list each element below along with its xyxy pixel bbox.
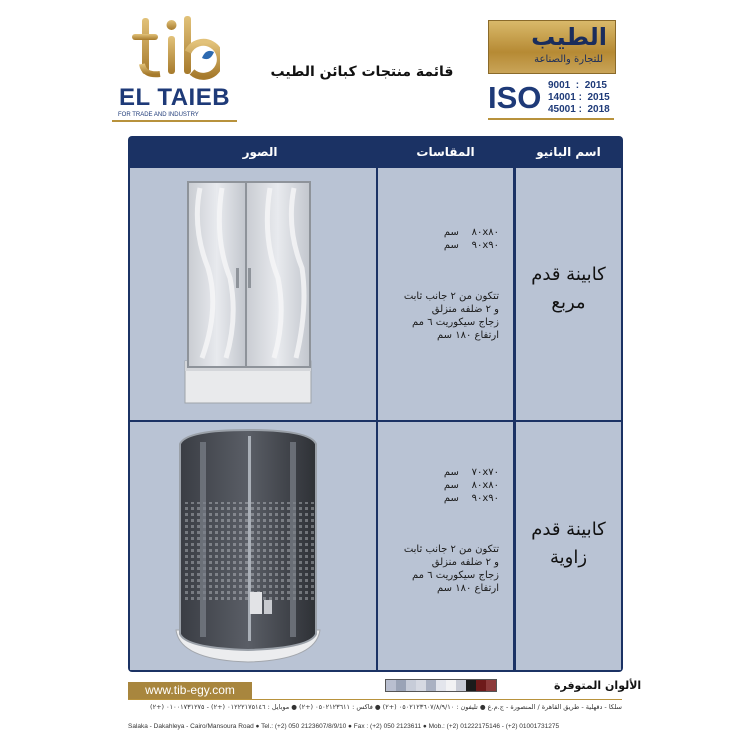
color-swatch [406, 680, 416, 691]
size-item: ٩٠x٩٠ سم [443, 240, 499, 251]
brand-name: EL TAIEB [118, 84, 231, 111]
badge-name: الطيب [531, 23, 607, 51]
available-colors-label: الألوان المتوفرة [554, 679, 642, 692]
name-cell [516, 422, 621, 670]
corner-shower-cabin-image [130, 422, 376, 670]
sizes-cell [378, 422, 513, 670]
header-sizes: المقاسات [416, 145, 475, 159]
description-line: و ٢ ضلفه منزلق [431, 304, 499, 315]
color-swatch [476, 680, 486, 691]
size-list [379, 226, 499, 252]
brand-tagline: FOR TRADE AND INDUSTRY [118, 112, 199, 118]
iso-standard: 14001 : 2015 [548, 92, 610, 103]
product-description [379, 543, 499, 595]
badge-subtitle: للتجارة والصناعة [534, 54, 603, 65]
product-image-cell [130, 422, 376, 670]
description-line: زجاج سيكوريت ٦ مم [412, 570, 499, 581]
company-logo [112, 14, 237, 122]
logo-divider [112, 120, 237, 122]
sizes-cell [378, 168, 513, 420]
size-item: ٧٠x٧٠ سم [443, 467, 499, 478]
color-swatch [396, 680, 406, 691]
size-item: ٩٠x٩٠ سم [443, 493, 499, 504]
description-line: ارتفاع ١٨٠ سم [437, 330, 499, 341]
description-line: زجاج سيكوريت ٦ مم [412, 317, 499, 328]
color-swatch [446, 680, 456, 691]
name-cell [516, 168, 621, 420]
color-swatch [426, 680, 436, 691]
color-swatch [486, 680, 496, 691]
color-swatch [436, 680, 446, 691]
header-images: الصور [242, 145, 278, 159]
square-shower-cabin-image [130, 168, 376, 420]
product-name-line: زاوية [549, 547, 588, 568]
contact-arabic: سلكا - دقهلية - طريق القاهرة / المنصورة - ج.م.ع ● تليفون : ٠٥٠٢١٢٣٦٠٧/٨/٩/١٠ (+٢) ● فاكس : ٠٥٠٢١٢٣٦١١ (+٢) ● موبايل : ٠١٢٢٢١٧٥١٤٦ (+٢) - ٠١٠٠١٧٣١٢٧٥ (+٢) [150, 703, 622, 711]
color-swatch [466, 680, 476, 691]
product-name [516, 516, 621, 572]
product-specs [379, 226, 499, 342]
website-link[interactable]: www.tib-egy.com [128, 682, 252, 699]
contact-english: Salaka - Dakahleya - Cairo/Mansoura Road ● Tel.: (+2) 050 2123607/8/9/10 ● Fax : (+2) 050 2123611 ● Mob.: (+2) 01222175146 - (+2) 01001731275 [128, 723, 560, 730]
color-swatches [385, 679, 497, 692]
product-specs [379, 466, 499, 595]
description-line: تتكون من ٢ جانب ثابت [403, 291, 499, 302]
product-name [516, 261, 621, 317]
iso-standard: 9001 : 2015 [548, 80, 607, 91]
product-image-cell [130, 168, 376, 420]
tib-logo-icon [130, 14, 220, 82]
size-list [379, 466, 499, 505]
description-line: و ٢ ضلفه منزلق [431, 557, 499, 568]
page-title: قائمة منتجات كبائن الطيب [270, 64, 454, 80]
color-swatch [386, 680, 396, 691]
product-name-line: كابينة قدم [531, 519, 606, 540]
arabic-brand-badge [488, 20, 616, 74]
color-swatch [416, 680, 426, 691]
product-description [379, 290, 499, 342]
size-item: ٨٠x٨٠ سم [443, 480, 499, 491]
footer-divider [128, 699, 622, 700]
product-name-line: مربع [551, 292, 586, 313]
header-name: اسم البانيو [536, 145, 601, 159]
iso-standard: 45001 : 2018 [548, 104, 610, 115]
iso-standards [548, 80, 610, 116]
description-line: تتكون من ٢ جانب ثابت [403, 544, 499, 555]
iso-label: ISO [488, 80, 542, 115]
color-swatch [456, 680, 466, 691]
product-name-line: كابينة قدم [531, 264, 606, 285]
iso-divider [488, 118, 614, 120]
size-item: ٨٠x٨٠ سم [443, 227, 499, 238]
description-line: ارتفاع ١٨٠ سم [437, 583, 499, 594]
product-table [128, 136, 623, 672]
